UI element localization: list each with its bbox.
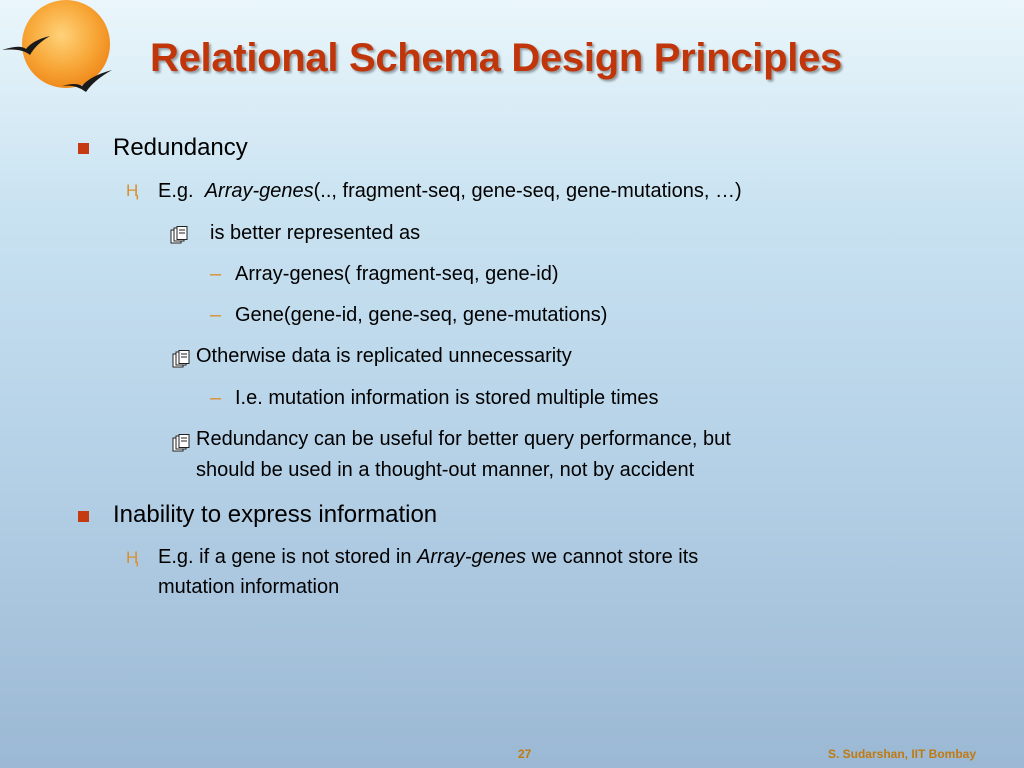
h-bullet-icon: Ⱨ bbox=[126, 181, 139, 200]
stacked-pages-icon bbox=[172, 350, 190, 368]
bullet-redundancy: Redundancy bbox=[113, 134, 248, 161]
ie-text: I.e. mutation information is stored multiple times bbox=[235, 387, 659, 409]
example-attributes: (.., fragment-seq, gene-seq, gene-mutations, …) bbox=[313, 180, 742, 202]
example-prefix: E.g. bbox=[158, 180, 194, 202]
dash-bullet: – bbox=[210, 263, 222, 285]
bullet-inability: Inability to express information bbox=[113, 501, 438, 528]
author-credit: S. Sudarshan, IIT Bombay bbox=[827, 747, 976, 761]
array-genes-representation: Array-genes( fragment-seq, gene-id) bbox=[235, 263, 559, 285]
relation-name-array-genes: Array-genes bbox=[417, 546, 526, 568]
square-bullet-icon bbox=[78, 511, 89, 522]
square-bullet-icon bbox=[78, 143, 89, 154]
page-number: 27 bbox=[518, 747, 532, 761]
example-array-genes bbox=[158, 180, 742, 203]
stacked-pages-icon bbox=[172, 434, 190, 452]
example-gene-not-stored bbox=[158, 546, 698, 569]
useful-text-line1: Redundancy can be useful for better query performance, but bbox=[196, 428, 731, 450]
example-prefix: E.g. if a gene is not stored in bbox=[158, 546, 412, 568]
relation-name-array-genes: Array-genes bbox=[204, 180, 314, 202]
better-represented-text: is better represented as bbox=[210, 222, 421, 244]
otherwise-text: Otherwise data is replicated unnecessarity bbox=[196, 345, 572, 367]
useful-text-line2: should be used in a thought-out manner, not by accident bbox=[196, 459, 695, 481]
dash-bullet: – bbox=[210, 304, 222, 326]
sun-with-birds-icon bbox=[0, 0, 130, 100]
slide-title: Relational Schema Design Principles bbox=[150, 36, 842, 80]
example-gene-not-stored-line2: mutation information bbox=[158, 576, 340, 598]
example-rest: we cannot store its bbox=[531, 546, 699, 568]
gene-representation: Gene(gene-id, gene-seq, gene-mutations) bbox=[235, 304, 608, 326]
h-bullet-icon: Ⱨ bbox=[126, 548, 139, 567]
dash-bullet: – bbox=[210, 387, 222, 409]
stacked-pages-icon bbox=[170, 226, 188, 244]
